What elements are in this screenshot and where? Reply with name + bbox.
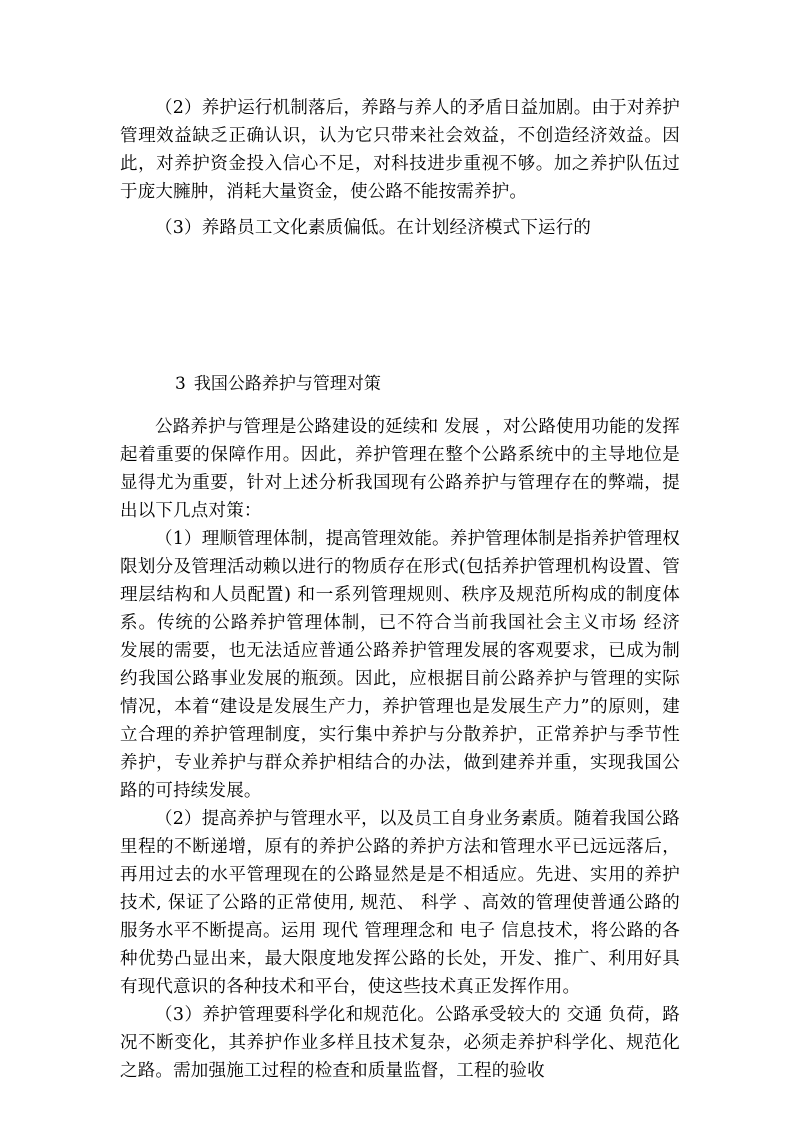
section-title: 我国公路养护与管理对策	[193, 374, 381, 394]
paragraph-countermeasure-1: （1）理顺管理体制，提高管理效能。养护管理体制是指养护管理权限划分及管理活动赖以进行的物质存在形式(包括养护管理机构设置、管理层结构和人员配置) 和一系列管理规则、秩序及规范所构成的制度体系。传统的公路养护管理体制，已不符合当前我国社会主义市场 经济 发展的需要，也无法适应普通公路养护管理发展的客观要求，已成为制约我国公路事业发展的瓶颈。因此，应根据目前公路养护与管理的实际情况，本着“建设是发展生产力，养护管理也是发展生产力”的原则，建立合理的养护管理制度，实行集中养护与分散养护，正常养护与季节性养护，专业养护与群众养护相结合的办法，做到建养并重，实现我国公路的可持续发展。	[120, 529, 680, 801]
section-number: 3	[175, 374, 186, 394]
paragraph-intro: 公路养护与管理是公路建设的延续和 发展 ，对公路使用功能的发挥起着重要的保障作用。因此，养护管理在整个公路系统中的主导地位是显得尤为重要，针对上述分析我国现有公路养护与管理存在的弊端，提出以下几点对策：	[120, 417, 680, 521]
paragraph-maintenance-mechanism: （2）养护运行机制落后，养路与养人的矛盾日益加剧。由于对养护管理效益缺乏正确认识，认为它只带来社会效益，不创造经济效益。因此，对养护资金投入信心不足，对科技进步重视不够。加之养护队伍过于庞大臃肿，消耗大量资金，使公路不能按需养护。	[120, 98, 680, 202]
paragraph-countermeasure-2: （2）提高养护与管理水平，以及员工自身业务素质。随着我国公路里程的不断递增，原有的养护公路的养护方法和管理水平已远远落后，再用过去的水平管理现在的公路显然是是不相适应。先进、实用的养护技术, 保证了公路的正常使用, 规范、 科学 、高效的管理使普通公路的服务水平不断提高。运用 现代 管理理念和 电子 信息技术，将公路的各种优势凸显出来，最大限度地发挥公路的长处，开发、推广、利用好具有现代意识的各种技术和平台，使这些技术真正发挥作用。	[120, 809, 680, 997]
section-body	[120, 413, 680, 1085]
section-heading	[175, 371, 381, 397]
paragraph-countermeasure-3: （3）养护管理要科学化和规范化。公路承受较大的 交通 负荷，路况不断变化，其养护作业多样且技术复杂，必须走养护科学化、规范化之路。需加强施工过程的检查和质量监督，工程的验收	[120, 1005, 680, 1081]
paragraph-staff-quality: （3）养路员工文化素质偏低。在计划经济模式下运行的	[155, 218, 592, 238]
